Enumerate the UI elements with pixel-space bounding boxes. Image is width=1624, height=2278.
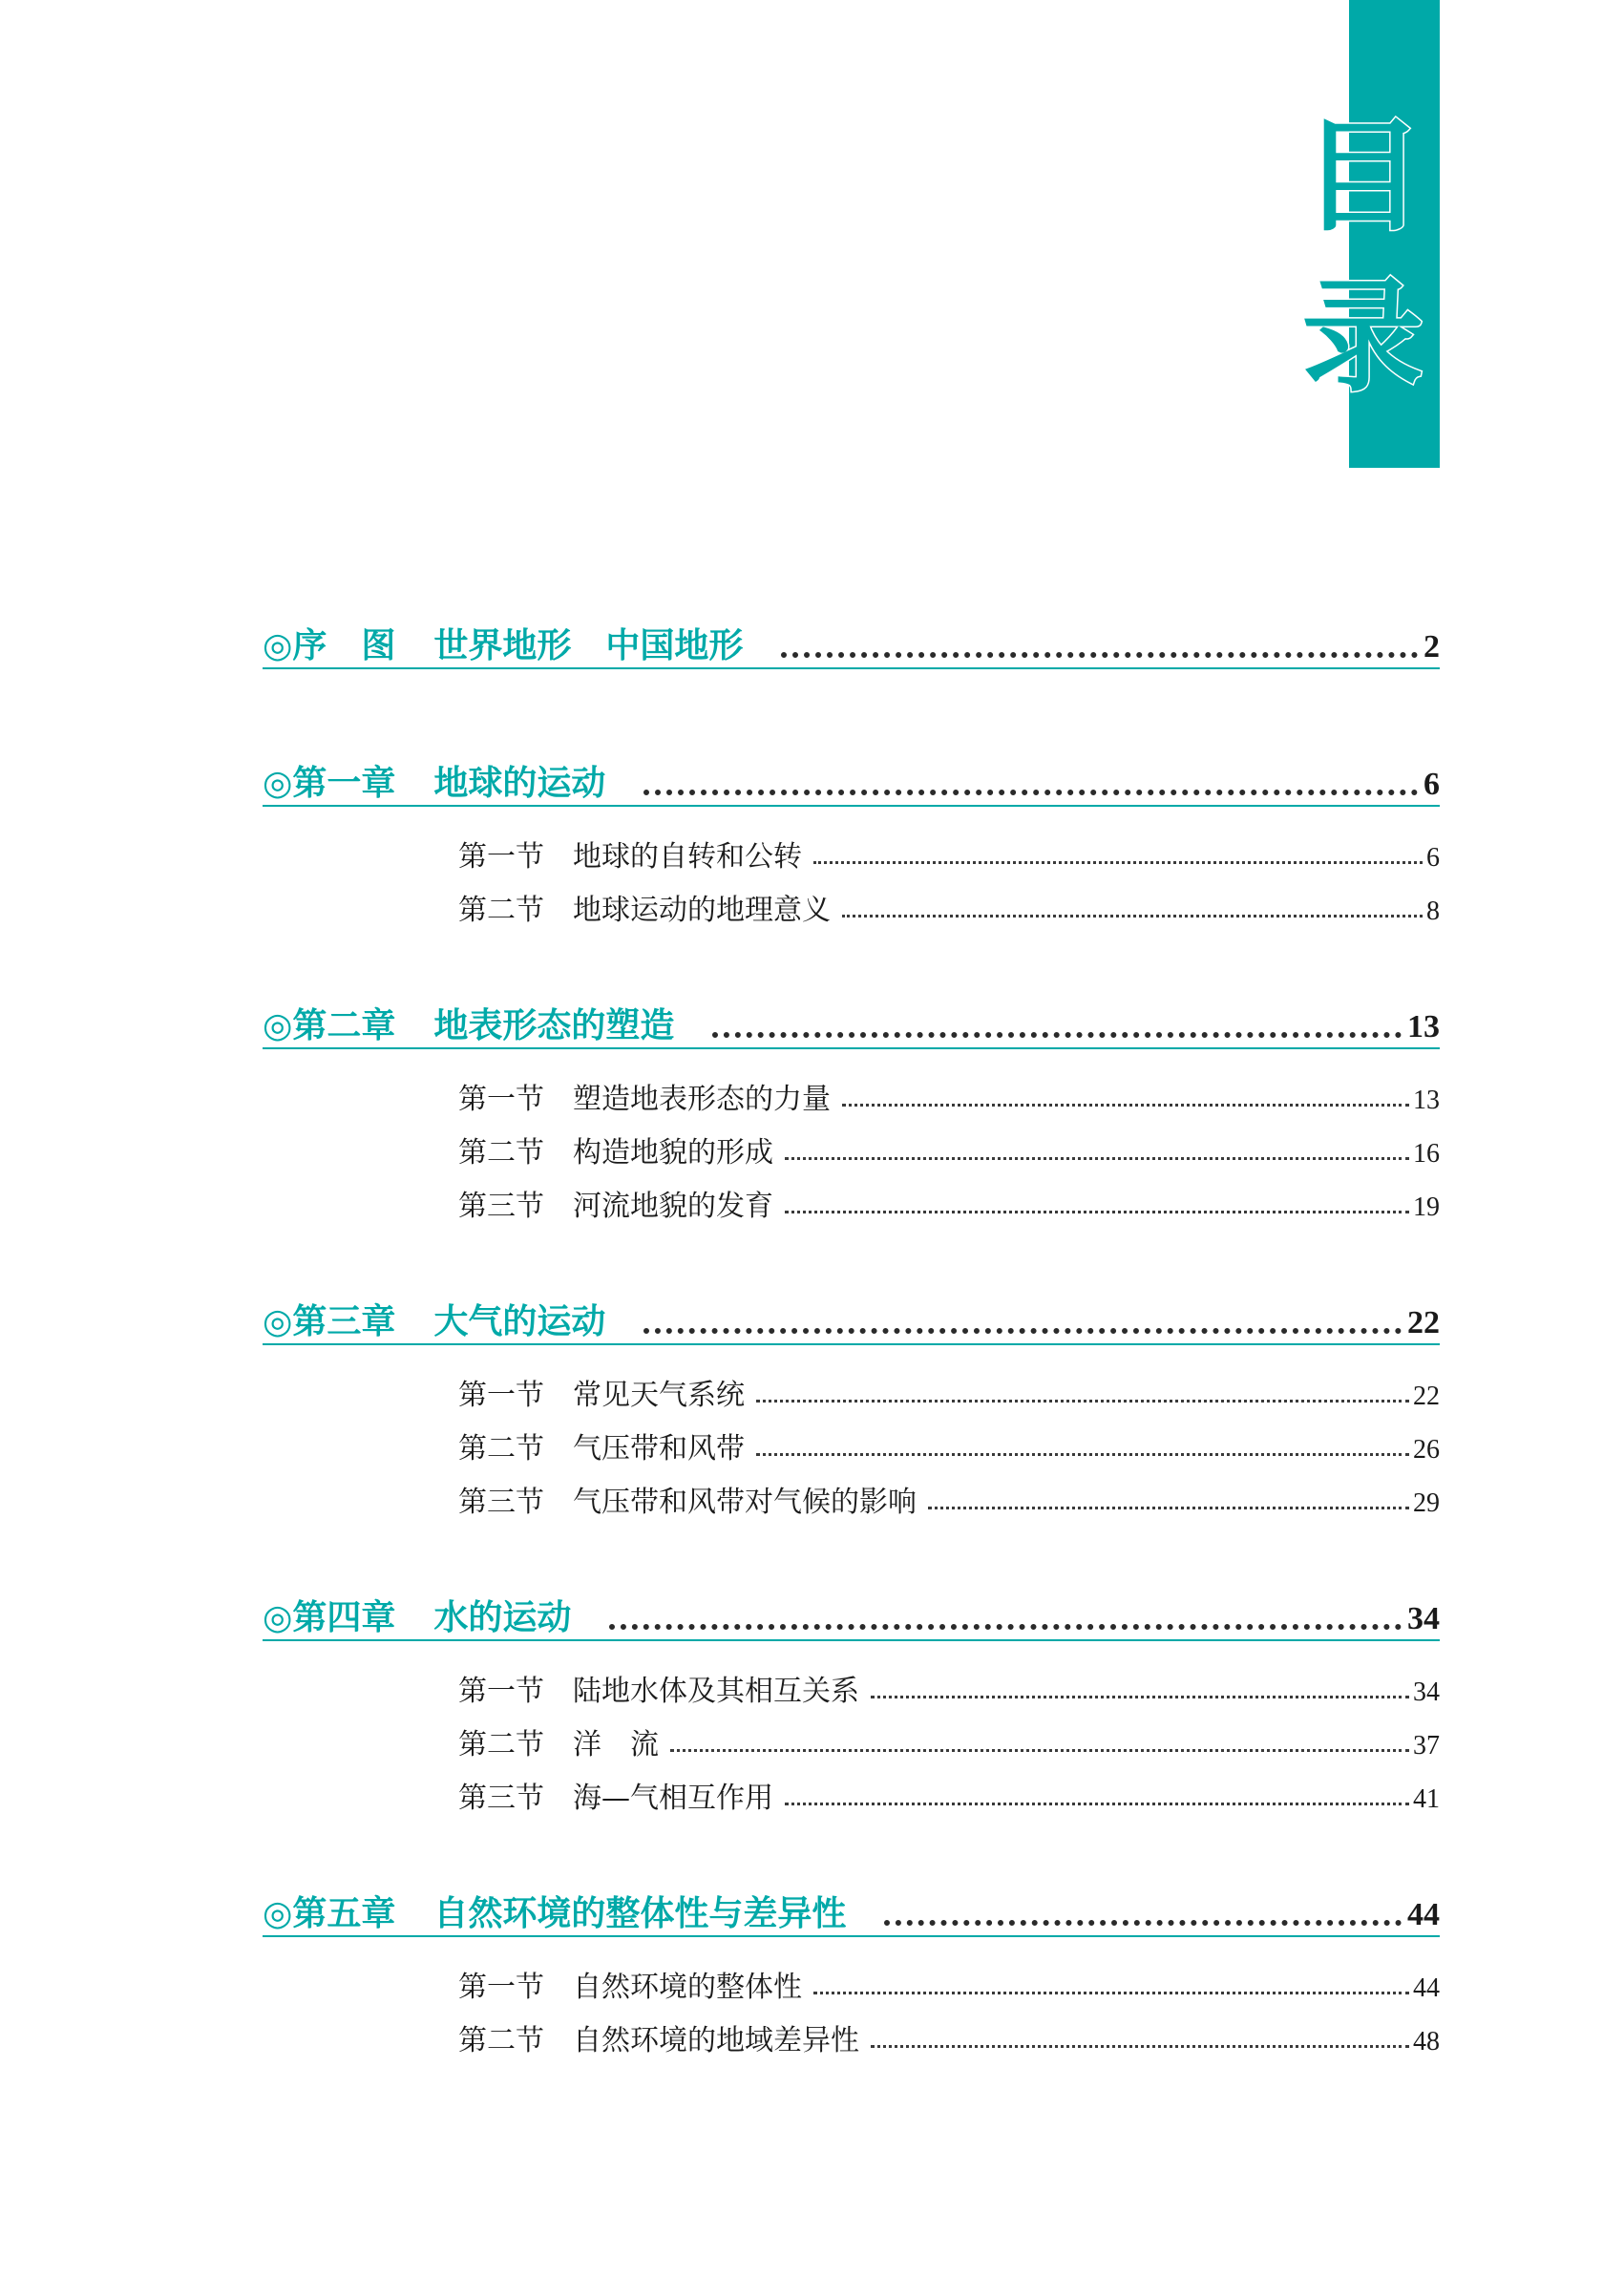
dot-leader: [928, 1507, 1409, 1509]
section-entry[interactable]: [458, 1464, 1440, 1517]
dot-leader: [643, 1328, 1402, 1334]
dot-leader: [785, 1211, 1409, 1213]
section-page-number: 19: [1413, 1192, 1440, 1222]
section-list: [458, 807, 1440, 925]
section-title: 自然环境的整体性: [573, 1971, 802, 2004]
section-page-number: 29: [1413, 1488, 1440, 1518]
section-title: 常见天气系统: [573, 1379, 745, 1412]
toc-chapter-1: [263, 734, 1440, 925]
section-page-number: 44: [1413, 1973, 1440, 2003]
section-label: 第一节: [458, 1675, 544, 1708]
section-title: 气压带和风带对气候的影响: [573, 1486, 917, 1519]
toc-chapter-prologue: [263, 597, 1440, 669]
chapter-title: 水的运动: [433, 1598, 572, 1637]
dot-leader: [712, 1032, 1402, 1038]
chapter-label: ◎序 图: [263, 626, 396, 665]
section-label: 第三节: [458, 1486, 544, 1519]
section-entry[interactable]: [458, 1706, 1440, 1760]
section-list: [458, 1937, 1440, 2056]
dot-leader: [884, 1920, 1402, 1926]
section-title: 海—气相互作用: [573, 1782, 773, 1815]
toc-chapter-2: [263, 977, 1440, 1221]
section-label: 第二节: [458, 1728, 544, 1761]
section-page-number: 6: [1426, 843, 1440, 873]
section-list: [458, 1049, 1440, 1221]
section-label: 第二节: [458, 1432, 544, 1466]
section-page-number: 41: [1413, 1784, 1440, 1814]
section-title: 气压带和风带: [573, 1432, 745, 1466]
section-page-number: 13: [1413, 1086, 1440, 1115]
toc-chapter-5: [263, 1865, 1440, 2056]
section-list: [458, 1641, 1440, 1813]
section-title: 洋 流: [573, 1728, 659, 1761]
dot-leader: [643, 790, 1418, 795]
chapter-title: 自然环境的整体性与差异性: [433, 1894, 847, 1933]
chapter-page-number: 34: [1407, 1601, 1440, 1636]
section-page-number: 37: [1413, 1731, 1440, 1761]
section-label: 第一节: [458, 1971, 544, 2004]
section-page-number: 8: [1426, 896, 1440, 926]
dot-leader: [842, 1104, 1409, 1107]
section-page-number: 26: [1413, 1435, 1440, 1465]
section-title: 河流地貌的发育: [573, 1190, 773, 1223]
section-label: 第二节: [458, 894, 544, 927]
toc-chapter-3: [263, 1273, 1440, 1517]
section-entry[interactable]: [458, 872, 1440, 925]
section-title: 自然环境的地域差异性: [573, 2024, 859, 2057]
section-label: 第二节: [458, 2024, 544, 2057]
dot-leader: [871, 1696, 1409, 1698]
chapter-entry[interactable]: [263, 1865, 1440, 1937]
dot-leader: [842, 915, 1423, 918]
chapter-label: ◎第一章: [263, 764, 396, 803]
dot-leader: [670, 1749, 1409, 1752]
section-label: 第三节: [458, 1190, 544, 1223]
section-entry[interactable]: [458, 1653, 1440, 1706]
dot-leader: [609, 1624, 1402, 1630]
chapter-entry[interactable]: [263, 734, 1440, 807]
section-entry[interactable]: [458, 1061, 1440, 1114]
chapter-entry[interactable]: [263, 1273, 1440, 1345]
section-entry[interactable]: [458, 1760, 1440, 1813]
chapter-title: 地表形态的塑造: [433, 1006, 675, 1045]
section-page-number: 34: [1413, 1677, 1440, 1707]
chapter-entry[interactable]: [263, 977, 1440, 1049]
dot-leader: [785, 1803, 1409, 1805]
section-title: 陆地水体及其相互关系: [573, 1675, 859, 1708]
dot-leader: [813, 1992, 1409, 1994]
section-page-number: 16: [1413, 1139, 1440, 1169]
chapter-label: ◎第二章: [263, 1006, 396, 1045]
section-label: 第二节: [458, 1136, 544, 1170]
dot-leader: [813, 861, 1423, 864]
dot-leader: [781, 652, 1418, 658]
section-title: 构造地貌的形成: [573, 1136, 773, 1170]
section-entry[interactable]: [458, 1410, 1440, 1464]
table-of-contents: [263, 597, 1440, 2107]
section-title: 地球的自转和公转: [573, 840, 802, 874]
chapter-page-number: 13: [1407, 1009, 1440, 1044]
chapter-title: 地球的运动: [433, 764, 606, 803]
section-page-number: 48: [1413, 2027, 1440, 2057]
dot-leader: [785, 1157, 1409, 1160]
section-label: 第一节: [458, 1083, 544, 1116]
section-label: 第三节: [458, 1782, 544, 1815]
section-title: 塑造地表形态的力量: [573, 1083, 831, 1116]
section-entry[interactable]: [458, 818, 1440, 872]
chapter-title: 大气的运动: [433, 1302, 606, 1341]
chapter-title: 世界地形 中国地形: [433, 626, 744, 665]
chapter-label: ◎第五章: [263, 1894, 396, 1933]
dot-leader: [871, 2045, 1409, 2048]
section-entry[interactable]: [458, 2002, 1440, 2056]
chapter-page-number: 2: [1424, 629, 1440, 664]
toc-chapter-4: [263, 1569, 1440, 1813]
chapter-entry[interactable]: [263, 1569, 1440, 1641]
page-title-char-2: 录: [1301, 265, 1424, 409]
section-page-number: 22: [1413, 1382, 1440, 1411]
chapter-page-number: 6: [1424, 767, 1440, 802]
section-label: 第一节: [458, 840, 544, 874]
section-title: 地球运动的地理意义: [573, 894, 831, 927]
page-title-char-1: 目: [1301, 105, 1424, 248]
section-entry[interactable]: [458, 1114, 1440, 1168]
chapter-label: ◎第四章: [263, 1598, 396, 1637]
chapter-label: ◎第三章: [263, 1302, 396, 1341]
section-entry[interactable]: [458, 1357, 1440, 1410]
section-entry[interactable]: [458, 1168, 1440, 1221]
section-entry[interactable]: [458, 1949, 1440, 2002]
section-list: [458, 1345, 1440, 1517]
dot-leader: [756, 1400, 1409, 1403]
chapter-page-number: 22: [1407, 1305, 1440, 1340]
dot-leader: [756, 1453, 1409, 1456]
chapter-entry[interactable]: [263, 597, 1440, 669]
section-label: 第一节: [458, 1379, 544, 1412]
chapter-page-number: 44: [1407, 1897, 1440, 1932]
